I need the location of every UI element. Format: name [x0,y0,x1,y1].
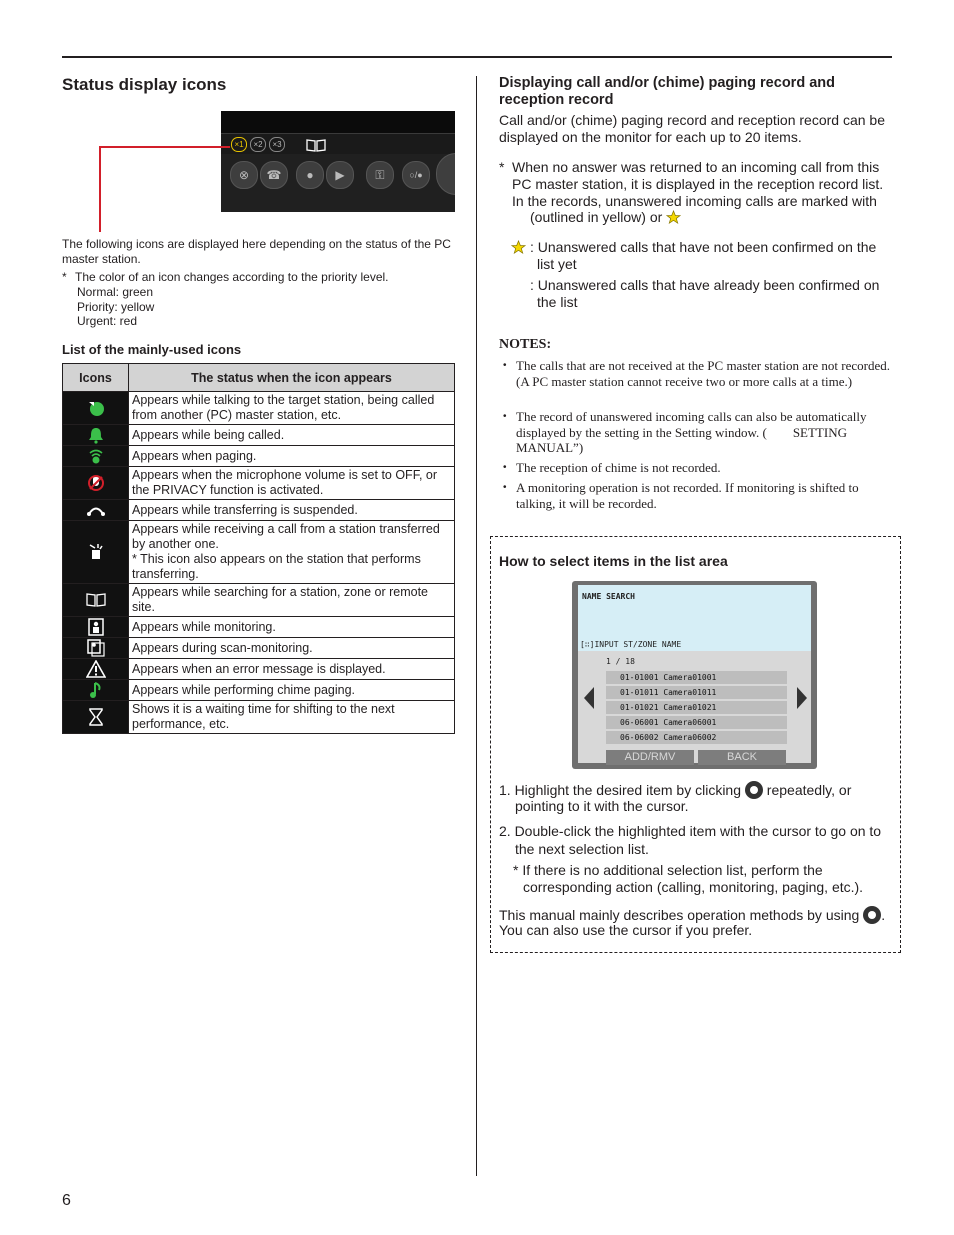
mic-off-icon [86,474,106,492]
screen-input-label: [∷]INPUT ST/ZONE NAME [580,640,682,649]
table-row: Appears when the microphone volume is set to OFF, or the PRIVACY function is activated. [63,467,455,500]
star-icon [666,210,681,224]
closing-cont: You can also use the cursor if you prefer. [499,922,753,938]
paging-icon [86,447,106,465]
legend-unconfirmed: : Unanswered calls that have not been confirmed on the list yet [530,239,877,272]
table-row: Appears while receiving a call from a station transferred by another one. * This icon also appears on the station that performs transferring. [63,521,455,584]
level-priority: Priority: yellow [77,300,155,314]
name-search-screen [572,581,817,769]
closing-text: This manual mainly describes operation methods by using [499,907,860,923]
note-mark: * [62,270,67,284]
table-row: Appears during scan-monitoring. [63,638,455,659]
scan-monitor-icon [86,639,106,657]
handset-icon: ☎ [260,161,288,189]
list-item[interactable]: 06-06001 Camera06001 [606,716,787,729]
selector-knob-icon [863,906,881,924]
step-2-note-cont: corresponding action (calling, monitoring, paging, etc.). [523,879,864,895]
notes-title: NOTES: [499,337,552,352]
color-note: The color of an icon changes according to the priority level. [75,270,389,284]
section-title: Status display icons [62,75,227,94]
list-item[interactable]: 01-01001 Camera01001 [606,671,787,684]
step-1-cont: pointing to it with the cursor. [515,798,689,814]
star-note-text: When no answer was returned to an incoming call from this PC master station, it is displayed in the reception record list. In the records, unanswered incoming calls are marked with [512,159,884,209]
star-note-tail: (outlined in yellow) or [530,209,663,225]
column-divider [476,76,477,1176]
table-row: Appears while searching for a station, zone or remote site. [63,584,455,617]
talking-icon [86,399,106,417]
list-item[interactable]: 06-06002 Camera06002 [606,731,787,744]
table-row: Appears while performing chime paging. [63,680,455,701]
star-note-mark: * [499,159,505,175]
book-icon [305,138,327,152]
transfer-icon [86,543,106,561]
list-heading: List of the mainly-used icons [62,342,242,357]
note-1: The calls that are not received at the PC master station are not recorded. (A PC master station cannot receive two or more calls at a time.) [516,358,890,389]
table-row: Appears when paging. [63,446,455,467]
hourglass-icon [86,708,106,726]
table-row: Appears while talking to the target station, being called from another (PC) master station, etc. [63,392,455,425]
list-item[interactable]: 01-01011 Camera01011 [606,686,787,699]
bell-icon [86,426,106,444]
record-heading: Displaying call and/or (chime) paging record and reception record [499,75,835,108]
table-row: Shows it is a waiting time for shifting to the next performance, etc. [63,701,455,734]
list-item[interactable]: 01-01021 Camera01021 [606,701,787,714]
bullet: • [503,360,507,371]
intro-text: The following icons are displayed here depending on the status of the PC master station. [62,237,451,266]
key-icon: ⚿ [366,161,394,189]
step-1: 1. Highlight the desired item by clicking [499,782,742,798]
step-2-note: * If there is no additional selection list, perform the [513,862,823,878]
callout-line [100,146,230,148]
step-2: 2. Double-click the highlighted item with the cursor to go on to [499,823,882,839]
transfer-suspended-icon [86,501,106,519]
bullet: • [503,462,507,473]
note-3: The reception of chime is not recorded. [516,460,721,475]
play-icon: ▶ [326,161,354,189]
star-icon [511,240,526,254]
col-header-status: The status when the icon appears [129,364,455,392]
monitor-icon [86,618,106,636]
arrow-right-icon[interactable] [795,685,809,711]
release-icon: ⊗ [230,161,258,189]
book-icon [86,591,106,609]
closing-dot: . [881,907,886,923]
screen-title: NAME SEARCH [582,592,635,601]
step-2-cont: the next selection list. [515,841,649,857]
top-rule [62,56,892,58]
arrow-left-icon[interactable] [582,685,596,711]
page-number: 6 [62,1192,71,1209]
legend-confirmed: : Unanswered calls that have already been confirmed on the list [530,277,880,310]
record-intro: Call and/or (chime) paging record and reception record can be displayed on the monitor for each up to 20 items. [499,112,885,145]
add-remove-button[interactable]: ADD/RMV [606,750,694,765]
mic-toggle-icon: ○/● [402,161,430,189]
screen-counter: 1 / 18 [606,657,635,666]
selector-knob-icon [745,781,763,799]
step-1-tail: repeatedly, or [766,782,852,798]
table-row: Appears while being called. [63,425,455,446]
priority-chip: ×2 [250,137,266,152]
level-normal: Normal: green [77,285,154,299]
table-row: Appears when an error message is displayed. [63,659,455,680]
person-icon [436,153,455,195]
col-header-icons: Icons [63,364,129,392]
icon-table [62,363,455,734]
bullet: • [503,482,507,493]
bullet: • [503,411,507,422]
music-note-icon [86,681,106,699]
note-2: The record of unanswered incoming calls can also be automatically displayed by the setting in the Setting window. ( SETTING MANUAL”) [516,409,867,455]
warning-icon [86,660,106,678]
callout-line [99,146,101,232]
tip-heading: How to select items in the list area [499,553,728,569]
table-row: Appears while transferring is suspended. [63,500,455,521]
status-bar-screenshot [221,111,455,212]
note-4: A monitoring operation is not recorded. If monitoring is shifted to talking, it will be recorded. [516,480,859,511]
table-row: Appears while monitoring. [63,617,455,638]
level-urgent: Urgent: red [77,314,138,328]
priority-chip: ×3 [269,137,285,152]
record-icon: ● [296,161,324,189]
priority-chip: ×1 [231,137,247,152]
back-button[interactable]: BACK [698,750,786,765]
